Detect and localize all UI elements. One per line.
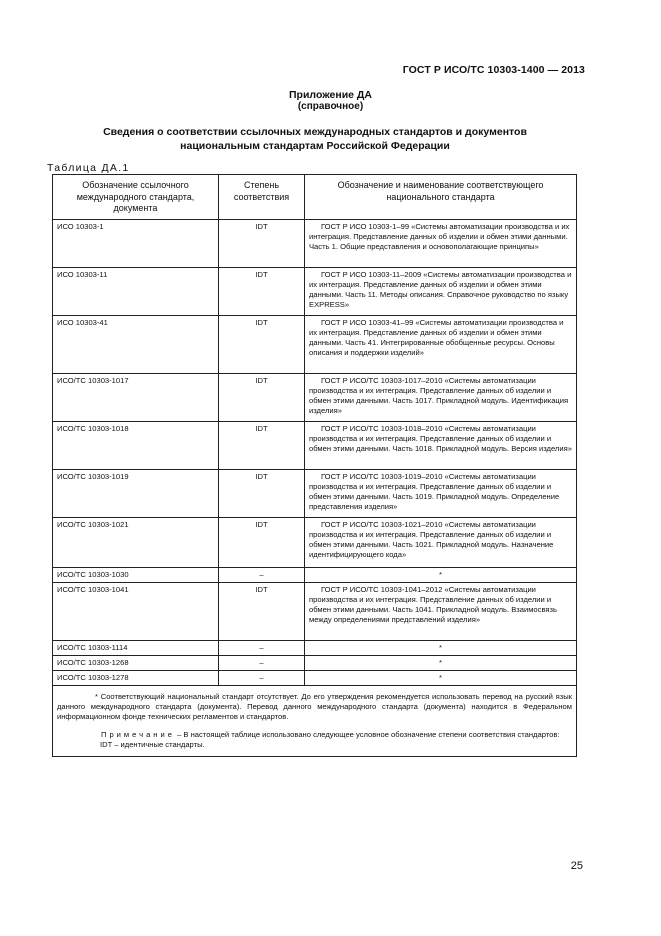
cell-degree: IDT	[219, 517, 305, 567]
table-row	[53, 219, 577, 267]
cell-national: ГОСТ Р ИСО/ТС 10303-1021–2010 «Системы автоматизации производства и их интеграция. Представление данных об изделии и обмен этими данными. Часть 1021. Прикладной модуль. Назначение идентифицирующего кода»	[305, 517, 577, 567]
cell-std: ИСО/ТС 10303-1041	[53, 582, 219, 640]
table-row	[53, 655, 577, 670]
cell-std: ИСО 10303-41	[53, 315, 219, 373]
cell-degree: –	[219, 655, 305, 670]
document-title-line2: национальным стандартам Российской Федерации	[180, 139, 450, 152]
cell-std: ИСО/ТС 10303-1030	[53, 567, 219, 582]
table-row	[53, 267, 577, 315]
note-text: – В настоящей таблице использовано следующее условное обозначение степени соответствия стандартов:	[177, 730, 560, 740]
page-number: 25	[570, 860, 583, 872]
cell-degree: –	[219, 640, 305, 655]
cell-std: ИСО 10303-1	[53, 219, 219, 267]
cell-std: ИСО/ТС 10303-1114	[53, 640, 219, 655]
cell-national: ГОСТ Р ИСО 10303-41–99 «Системы автоматизации производства и их интеграция. Представление данных об изделии и обмен этими данными. Часть 41. Интегрированные обобщенные ресурсы. Основы описания и поддержки изделий»	[305, 315, 577, 373]
cell-national: ГОСТ Р ИСО 10303-1–99 «Системы автоматизации производства и их интеграция. Представление данных об изделии и обмен этими данными. Часть 1. Общие представления и основополагающие принципы»	[305, 219, 577, 267]
table-row	[53, 670, 577, 685]
cell-std: ИСО 10303-11	[53, 267, 219, 315]
annex-heading	[0, 89, 661, 113]
cell-national: *	[305, 567, 577, 582]
footnote-text: * Соответствующий национальный стандарт отсутствует. До его утверждения рекомендуется использовать перевод на русский язык данного международного стандарта (документа). Перевод данного международного стандарта (документа) находится в Федеральном информационном фонде технических регламентов и стандартов.	[57, 691, 572, 722]
table-row	[53, 373, 577, 421]
cell-degree: –	[219, 567, 305, 582]
column-header-national: Обозначение и наименование соответствующего национального стандарта	[305, 175, 577, 220]
cell-national: *	[305, 670, 577, 685]
cell-degree: IDT	[219, 219, 305, 267]
table-row	[53, 517, 577, 567]
table-footnote-row	[53, 685, 577, 756]
cell-degree: –	[219, 670, 305, 685]
cell-degree: IDT	[219, 469, 305, 517]
table-footnote	[53, 685, 577, 756]
correspondence-table	[52, 174, 577, 757]
column-header-degree: Степень соответствия	[219, 175, 305, 220]
cell-degree: IDT	[219, 582, 305, 640]
cell-std: ИСО/ТС 10303-1019	[53, 469, 219, 517]
table-row	[53, 582, 577, 640]
cell-degree: IDT	[219, 373, 305, 421]
note-item: IDT – идентичные стандарты.	[100, 740, 205, 750]
annex-subtitle: (справочное)	[297, 101, 364, 112]
cell-national: ГОСТ Р ИСО/ТС 10303-1041–2012 «Системы автоматизации производства и их интеграция. Представление данных об изделии и обмен этими данными. Часть 1041. Прикладной модуль. Взаимосвязь между определениями представлений изделия»	[305, 582, 577, 640]
table-row	[53, 469, 577, 517]
table-row	[53, 567, 577, 582]
cell-national: ГОСТ Р ИСО 10303-11–2009 «Системы автоматизации производства и их интеграция. Представление данных об изделии и обмен этими данными. Часть 11. Методы описания. Справочное руководство по языку EXPRESS»	[305, 267, 577, 315]
cell-std: ИСО/ТС 10303-1017	[53, 373, 219, 421]
cell-degree: IDT	[219, 421, 305, 469]
table-label: Таблица ДА.1	[47, 162, 130, 174]
table-row	[53, 640, 577, 655]
document-title-line1: Сведения о соответствии ссылочных международных стандартов и документов	[103, 126, 527, 138]
cell-national: ГОСТ Р ИСО/ТС 10303-1018–2010 «Системы автоматизации производства и их интеграция. Представление данных об изделии и обмен этими данными. Часть 1018. Прикладной модуль. Версия изделия»	[305, 421, 577, 469]
cell-degree: IDT	[219, 315, 305, 373]
table-row	[53, 421, 577, 469]
table-row	[53, 315, 577, 373]
annex-title: Приложение ДА	[289, 89, 372, 101]
cell-national: *	[305, 655, 577, 670]
cell-std: ИСО/ТС 10303-1278	[53, 670, 219, 685]
document-title	[60, 126, 570, 153]
cell-degree: IDT	[219, 267, 305, 315]
column-header-std: Обозначение ссылочного международного стандарта, документа	[53, 175, 219, 220]
note-label: Примечание	[101, 730, 175, 740]
cell-national: ГОСТ Р ИСО/ТС 10303-1017–2010 «Системы автоматизации производства и их интеграция. Представление данных об изделии и обмен этими данными. Часть 1017. Прикладной модуль. Идентификация изделия»	[305, 373, 577, 421]
cell-std: ИСО/ТС 10303-1268	[53, 655, 219, 670]
cell-national: *	[305, 640, 577, 655]
cell-std: ИСО/ТС 10303-1018	[53, 421, 219, 469]
table-header-row	[53, 175, 577, 220]
note-paragraph	[57, 730, 572, 740]
cell-std: ИСО/ТС 10303-1021	[53, 517, 219, 567]
document-code: ГОСТ Р ИСО/ТС 10303-1400 — 2013	[402, 64, 585, 76]
cell-national: ГОСТ Р ИСО/ТС 10303-1019–2010 «Системы автоматизации производства и их интеграция. Представление данных об изделии и обмен этими данными. Часть 1019. Прикладной модуль. Определение представления изделия»	[305, 469, 577, 517]
